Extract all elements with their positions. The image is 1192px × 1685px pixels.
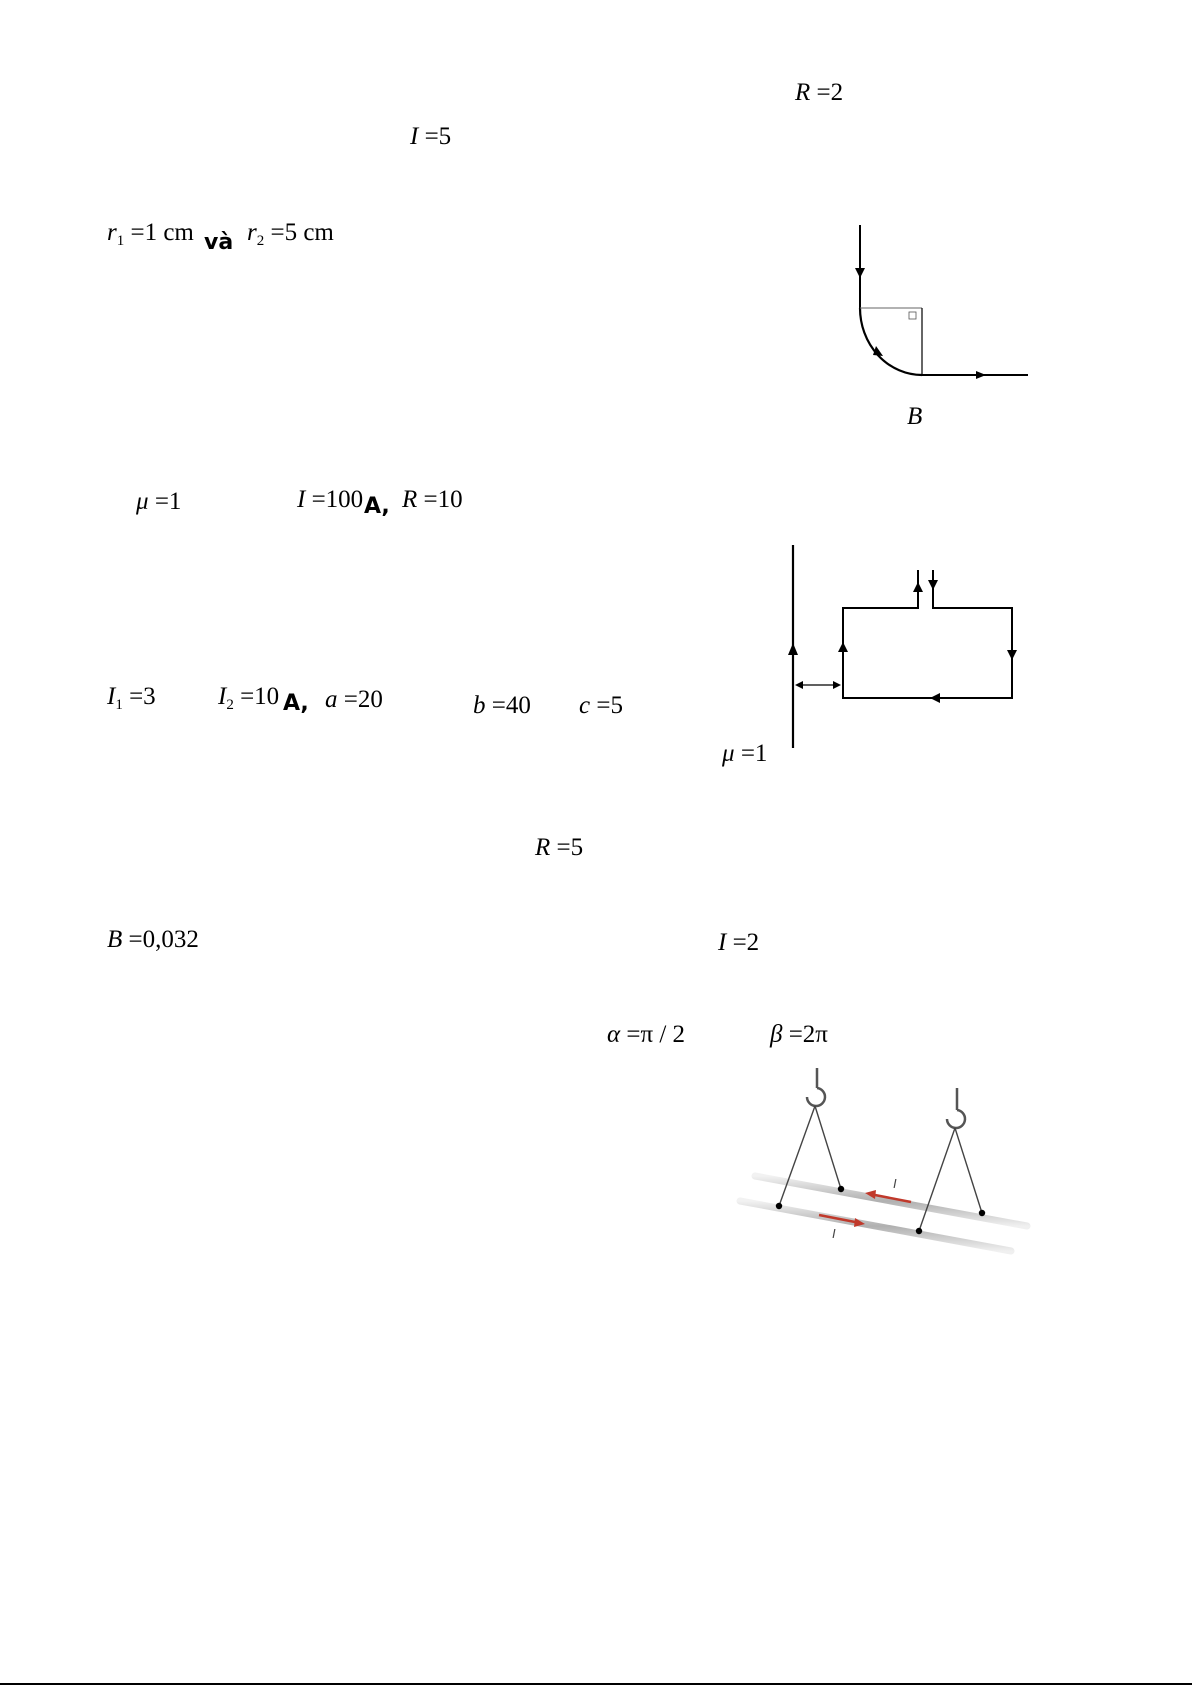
- formula-B-0032: B =0,032: [107, 926, 199, 953]
- quarter-circle-wire-diagram: [850, 220, 1040, 390]
- formula-r2: $r_2 =5$ cm: [247, 219, 334, 249]
- current-label-top: I: [893, 1176, 897, 1191]
- formula-I-2: I =2: [718, 929, 760, 956]
- unit-A-2: A,: [283, 691, 309, 716]
- formula-R-2: R =2: [795, 79, 844, 106]
- current-label-bottom: I: [832, 1226, 836, 1241]
- formula-I-100: I =100: [297, 486, 364, 513]
- formula-alpha: α =π / 2: [607, 1021, 686, 1048]
- formula-mu-1-b: μ =1: [722, 740, 768, 767]
- hanging-rods-diagram: [735, 1060, 1035, 1255]
- formula-beta: β =2π: [770, 1021, 828, 1048]
- wire-and-rectangular-loop-diagram: [780, 540, 1030, 755]
- formula-I2: $I_2 =10$: [218, 683, 280, 713]
- label-B: B: [907, 403, 923, 430]
- formula-R-10: R =10: [402, 486, 463, 513]
- formula-a-20: a =20: [325, 686, 383, 713]
- unit-A: A,: [364, 494, 390, 519]
- conjunction-va: và: [204, 230, 234, 255]
- formula-mu-1: μ =1: [136, 488, 182, 515]
- formula-b-40: b =40: [473, 692, 531, 719]
- formula-c-5: c =5: [579, 692, 623, 719]
- formula-I-5: I =5: [410, 123, 452, 150]
- formula-r1: $r_1 =1$ cm: [107, 219, 194, 249]
- formula-R-5: R =5: [535, 834, 584, 861]
- formula-I1: $I_1 =3$: [107, 683, 156, 713]
